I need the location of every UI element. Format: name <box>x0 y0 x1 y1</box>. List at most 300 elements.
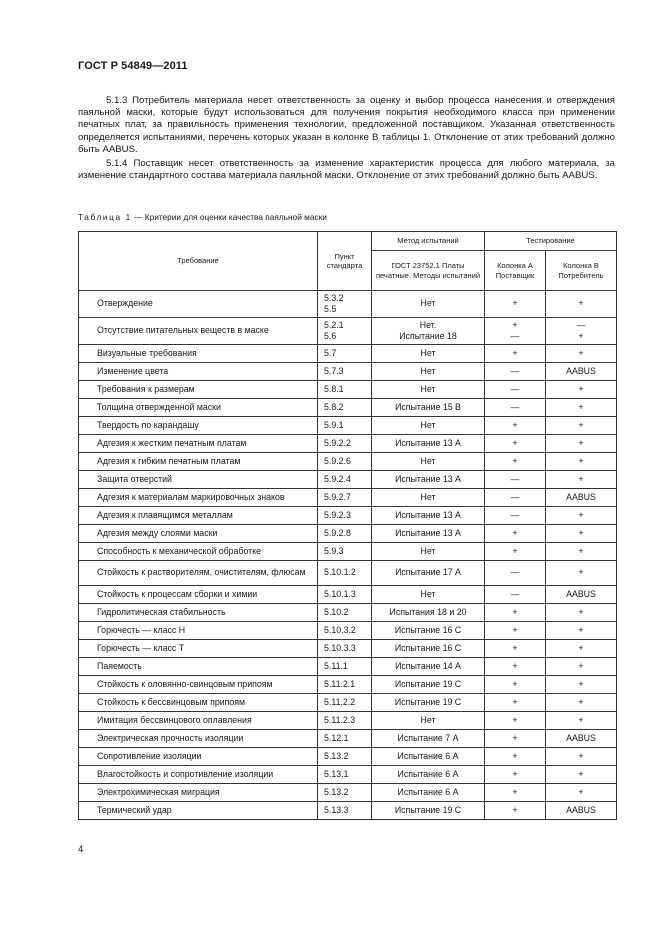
consumer-cell <box>546 471 617 489</box>
clause-line: 5.9.2.8 <box>324 527 351 538</box>
clause-line: 5.10.1.3 <box>324 588 356 599</box>
clause-line: 5.3.2 <box>324 293 344 303</box>
supplier-cell <box>485 471 546 489</box>
b-line: + <box>578 437 584 448</box>
table-row <box>79 417 617 435</box>
header-method: ГОСТ 23752.1 Платы печатные. Методы испытаний <box>372 251 485 291</box>
b-line: + <box>578 750 584 761</box>
header-testing-group: Тестирование <box>485 232 617 251</box>
clause-line: 5.6 <box>324 330 337 341</box>
clause-cell <box>318 694 372 712</box>
consumer-cell <box>546 507 617 525</box>
clause-cell <box>318 507 372 525</box>
method-cell <box>372 471 485 489</box>
table-row <box>79 658 617 676</box>
clause-line: 5.10.3.2 <box>324 624 356 635</box>
b-line: + <box>578 660 584 671</box>
method-cell <box>372 417 485 435</box>
consumer-cell <box>546 586 617 604</box>
b-line: + <box>578 678 584 689</box>
method-cell <box>372 622 485 640</box>
clause-line: 5.9.3 <box>324 545 344 556</box>
requirement-cell: Термический удар <box>79 802 318 820</box>
a-line: — <box>510 588 520 599</box>
table-row <box>79 712 617 730</box>
a-line: + <box>512 678 518 689</box>
method-cell <box>372 561 485 586</box>
a-line: + <box>512 419 518 430</box>
b-line: AABUS <box>566 804 596 815</box>
b-line: + <box>578 624 584 635</box>
method-cell <box>372 694 485 712</box>
b-line: + <box>578 567 584 578</box>
clause-cell <box>318 363 372 381</box>
method-cell <box>372 784 485 802</box>
clause-cell <box>318 730 372 748</box>
method-cell <box>372 507 485 525</box>
table-row <box>79 748 617 766</box>
b-line: + <box>578 786 584 797</box>
supplier-cell <box>485 453 546 471</box>
requirement-cell: Визуальные требования <box>79 345 318 363</box>
clause-cell <box>318 712 372 730</box>
header-requirement: Требование <box>79 232 318 291</box>
method-line: Нет <box>420 347 436 358</box>
clause-cell <box>318 489 372 507</box>
table-row <box>79 766 617 784</box>
b-line: + <box>578 606 584 617</box>
consumer-cell <box>546 381 617 399</box>
consumer-cell <box>546 318 617 345</box>
supplier-cell <box>485 640 546 658</box>
clause-line: 5.13.1 <box>324 768 349 779</box>
consumer-cell <box>546 784 617 802</box>
table-row <box>79 604 617 622</box>
method-cell <box>372 525 485 543</box>
requirement-cell: Сопротивление изоляции <box>79 748 318 766</box>
method-line: Нет <box>420 383 436 394</box>
method-cell <box>372 318 485 345</box>
a-line: — <box>510 473 520 484</box>
clause-line: 5.13.2 <box>324 786 349 797</box>
a-line: + <box>512 455 518 466</box>
a-line: + <box>512 768 518 779</box>
consumer-cell <box>546 363 617 381</box>
requirement-cell: Стойкость к оловянно-свинцовым припоям <box>79 676 318 694</box>
clause-cell <box>318 318 372 345</box>
method-line: Нет <box>420 298 436 309</box>
consumer-cell <box>546 435 617 453</box>
method-cell <box>372 766 485 784</box>
clause-cell <box>318 453 372 471</box>
consumer-cell <box>546 345 617 363</box>
requirement-cell: Горючесть — класс Н <box>79 622 318 640</box>
requirement-cell: Электрохимическая миграция <box>79 784 318 802</box>
method-line: Испытание 6 А <box>397 750 459 761</box>
supplier-cell <box>485 712 546 730</box>
table-row <box>79 381 617 399</box>
method-line: Испытание 6 А <box>397 768 459 779</box>
b-line: + <box>578 401 584 412</box>
clause-line: 5.9.2.3 <box>324 509 351 520</box>
requirement-cell: Стойкость к бессвинцовым припоям <box>79 694 318 712</box>
requirement-cell: Отверждение <box>79 291 318 318</box>
requirement-cell: Защита отверстий <box>79 471 318 489</box>
table-row <box>79 525 617 543</box>
a-line: + <box>512 624 518 635</box>
b-line: + <box>578 545 584 556</box>
a-line: + <box>512 545 518 556</box>
clause-line: 5.9.2.6 <box>324 455 351 466</box>
method-line: Испытание 17 А <box>395 567 461 578</box>
supplier-cell <box>485 417 546 435</box>
method-cell <box>372 676 485 694</box>
requirement-cell: Изменение цвета <box>79 363 318 381</box>
clause-line: 5.7.3 <box>324 365 344 376</box>
clause-line: 5.10.3.3 <box>324 642 356 653</box>
table-caption-label: Таблица 1 <box>78 212 132 222</box>
a-line: + <box>512 320 518 330</box>
clause-line: 5.9.2.4 <box>324 473 351 484</box>
method-cell <box>372 712 485 730</box>
method-line: Испытание 14 А <box>395 660 461 671</box>
table-row <box>79 586 617 604</box>
table-row <box>79 561 617 586</box>
table-row <box>79 784 617 802</box>
supplier-cell <box>485 435 546 453</box>
requirement-cell: Имитация бессвинцового оплавления <box>79 712 318 730</box>
a-line: — <box>510 401 520 412</box>
clause-line: 5.12.1 <box>324 732 349 743</box>
b-line: + <box>578 714 584 725</box>
table-row <box>79 345 617 363</box>
requirement-cell: Способность к механической обработке <box>79 543 318 561</box>
a-line: — <box>510 365 520 376</box>
method-line: Испытание 19 С <box>394 804 462 815</box>
table-row <box>79 471 617 489</box>
header-col-a: Колонка А Поставщик <box>485 251 546 291</box>
consumer-cell <box>546 291 617 318</box>
table-row <box>79 802 617 820</box>
requirement-cell: Стойкость к процессам сборки и химии <box>79 586 318 604</box>
method-cell <box>372 489 485 507</box>
supplier-cell <box>485 381 546 399</box>
a-line: + <box>512 642 518 653</box>
a-line: — <box>510 567 520 578</box>
b-line: + <box>578 768 584 779</box>
clause-line: 5.8.2 <box>324 401 344 412</box>
clause-cell <box>318 748 372 766</box>
clause-cell <box>318 543 372 561</box>
method-line: Испытание 13 А <box>395 437 461 448</box>
method-line: Нет <box>420 455 436 466</box>
requirement-cell: Влагостойкость и сопротивление изоляции <box>79 766 318 784</box>
method-line: Испытание 16 С <box>394 642 462 653</box>
clause-cell <box>318 802 372 820</box>
method-cell <box>372 640 485 658</box>
method-line: Испытание 6 А <box>397 786 459 797</box>
b-line: + <box>578 298 584 309</box>
clause-cell <box>318 640 372 658</box>
b-line: + <box>578 527 584 538</box>
a-line: — <box>510 383 520 394</box>
a-line: + <box>512 298 518 309</box>
method-line: Испытание 18 <box>399 330 457 341</box>
method-line: Нет <box>420 588 436 599</box>
clause-cell <box>318 561 372 586</box>
requirement-cell: Адгезия к гибким печатным платам <box>79 453 318 471</box>
b-line: AABUS <box>566 732 596 743</box>
supplier-cell <box>485 730 546 748</box>
requirement-cell: Адгезия к материалам маркировочных знаков <box>79 489 318 507</box>
consumer-cell <box>546 748 617 766</box>
clause-line: 5.9.2.2 <box>324 437 351 448</box>
clause-line: 5.10.1.2 <box>324 567 356 578</box>
supplier-cell <box>485 399 546 417</box>
method-cell <box>372 435 485 453</box>
table-caption <box>78 212 327 222</box>
table-row <box>79 507 617 525</box>
supplier-cell <box>485 525 546 543</box>
consumer-cell <box>546 766 617 784</box>
supplier-cell <box>485 345 546 363</box>
criteria-table <box>78 231 617 820</box>
table-row <box>79 640 617 658</box>
b-line: + <box>578 642 584 653</box>
method-cell <box>372 363 485 381</box>
supplier-cell <box>485 658 546 676</box>
consumer-cell <box>546 622 617 640</box>
a-line: + <box>512 606 518 617</box>
clause-cell <box>318 435 372 453</box>
consumer-cell <box>546 489 617 507</box>
consumer-cell <box>546 525 617 543</box>
supplier-cell <box>485 586 546 604</box>
requirement-cell: Отсутствие питательных веществ в маске <box>79 318 318 345</box>
method-line: Нет <box>420 365 436 376</box>
consumer-cell <box>546 712 617 730</box>
paragraph-5-1-3: 5.1.3 Потребитель материала несет ответственность за оценку и выбор процесса нанесения и отверждения паяльной маски, которые будут использоваться для получения покрытия необходимого класса при применении печатных плат, за правильность применения технологии, предложенной поставщиком. Указанная ответственность определяется испытаниями, перечень которых указан в колонке В таблицы 1. Отклонение от этих требований должно быть AABUS. <box>78 95 615 155</box>
consumer-cell <box>546 640 617 658</box>
clause-cell <box>318 622 372 640</box>
clause-cell <box>318 291 372 318</box>
supplier-cell <box>485 543 546 561</box>
method-line: Испытание 13 А <box>395 527 461 538</box>
clause-cell <box>318 525 372 543</box>
clause-cell <box>318 586 372 604</box>
table-row <box>79 291 617 318</box>
consumer-cell <box>546 802 617 820</box>
method-line: Нет <box>420 545 436 556</box>
clause-cell <box>318 676 372 694</box>
table-row <box>79 318 617 345</box>
paragraph-5-1-4: 5.1.4 Поставщик несет ответственность за изменение характеристик процесса для любого материала, за изменение стандартного состава материала паяльной маски. Отклонение от этих требований должно быть AABUS. <box>78 158 615 182</box>
method-line: Испытание 13 А <box>395 473 461 484</box>
clause-cell <box>318 417 372 435</box>
clause-line: 5.10.2 <box>324 606 349 617</box>
a-line: + <box>512 732 518 743</box>
consumer-cell <box>546 561 617 586</box>
method-line: Испытание 13 А <box>395 509 461 520</box>
clause-line: 5.5 <box>324 303 337 314</box>
supplier-cell <box>485 363 546 381</box>
b-line: AABUS <box>566 365 596 376</box>
b-line: + <box>578 696 584 707</box>
method-line: Нет <box>420 491 436 502</box>
header-clause: Пункт стандарта <box>318 232 372 291</box>
supplier-cell <box>485 676 546 694</box>
method-line: Нет. <box>419 320 437 330</box>
clause-line: 5.9.2.7 <box>324 491 351 502</box>
table-row <box>79 694 617 712</box>
clause-line: 5.11.2.2 <box>324 696 356 707</box>
a-line: — <box>510 330 520 341</box>
table-row <box>79 676 617 694</box>
b-line: + <box>578 347 584 358</box>
a-line: + <box>512 527 518 538</box>
a-line: — <box>510 509 520 520</box>
supplier-cell <box>485 784 546 802</box>
b-line: + <box>578 383 584 394</box>
supplier-cell <box>485 561 546 586</box>
supplier-cell <box>485 291 546 318</box>
clause-line: 5.11.2.3 <box>324 714 356 725</box>
clause-line: 5.13.3 <box>324 804 349 815</box>
table-row <box>79 489 617 507</box>
table-row <box>79 730 617 748</box>
consumer-cell <box>546 658 617 676</box>
method-cell <box>372 453 485 471</box>
clause-line: 5.13.2 <box>324 750 349 761</box>
consumer-cell <box>546 604 617 622</box>
clause-cell <box>318 658 372 676</box>
requirement-cell: Адгезия к плавящимся металлам <box>79 507 318 525</box>
a-line: + <box>512 437 518 448</box>
a-line: — <box>510 491 520 502</box>
consumer-cell <box>546 676 617 694</box>
table-row <box>79 453 617 471</box>
supplier-cell <box>485 507 546 525</box>
clause-cell <box>318 381 372 399</box>
supplier-cell <box>485 802 546 820</box>
method-cell <box>372 543 485 561</box>
method-cell <box>372 658 485 676</box>
consumer-cell <box>546 543 617 561</box>
method-cell <box>372 345 485 363</box>
consumer-cell <box>546 453 617 471</box>
b-line: + <box>578 330 584 341</box>
b-line: + <box>578 419 584 430</box>
requirement-cell: Стойкость к растворителям, очистителям, флюсам <box>79 561 318 586</box>
a-line: + <box>512 750 518 761</box>
method-line: Испытание 7 А <box>397 732 459 743</box>
table-row <box>79 435 617 453</box>
header-col-b: Колонка В Потребитель <box>546 251 617 291</box>
method-cell <box>372 604 485 622</box>
requirement-cell: Адгезия к жестким печатным платам <box>79 435 318 453</box>
method-cell <box>372 586 485 604</box>
b-line: AABUS <box>566 588 596 599</box>
b-line: + <box>578 455 584 466</box>
method-cell <box>372 291 485 318</box>
method-cell <box>372 399 485 417</box>
requirement-cell: Адгезия между слоями маски <box>79 525 318 543</box>
document-header: ГОСТ Р 54849—2011 <box>78 60 188 72</box>
consumer-cell <box>546 694 617 712</box>
requirement-cell: Паяемость <box>79 658 318 676</box>
requirement-cell: Электрическая прочность изоляции <box>79 730 318 748</box>
table-caption-text: — Критерии для оценки качества паяльной маски <box>131 212 327 222</box>
clause-cell <box>318 471 372 489</box>
method-line: Испытание 16 С <box>394 624 462 635</box>
b-line: + <box>578 473 584 484</box>
clause-cell <box>318 784 372 802</box>
supplier-cell <box>485 489 546 507</box>
clause-cell <box>318 345 372 363</box>
clause-line: 5.7 <box>324 347 337 358</box>
header-method-group: Метод испытаний <box>372 232 485 251</box>
clause-cell <box>318 604 372 622</box>
b-line: AABUS <box>566 491 596 502</box>
a-line: + <box>512 660 518 671</box>
method-line: Нет <box>420 714 436 725</box>
clause-cell <box>318 766 372 784</box>
table-row <box>79 543 617 561</box>
supplier-cell <box>485 766 546 784</box>
a-line: + <box>512 786 518 797</box>
table-row <box>79 399 617 417</box>
consumer-cell <box>546 417 617 435</box>
b-line: + <box>578 509 584 520</box>
requirement-cell: Горючесть — класс Т <box>79 640 318 658</box>
a-line: + <box>512 714 518 725</box>
method-cell <box>372 802 485 820</box>
clause-cell <box>318 399 372 417</box>
clause-line: 5.11.1 <box>324 660 348 671</box>
method-line: Испытание 15 В <box>395 401 461 412</box>
clause-line: 5.11.2.1 <box>324 678 356 689</box>
supplier-cell <box>485 694 546 712</box>
method-line: Испытания 18 и 20 <box>389 606 467 617</box>
clause-line: 5.8.1 <box>324 383 344 394</box>
method-cell <box>372 730 485 748</box>
supplier-cell <box>485 622 546 640</box>
table-row <box>79 363 617 381</box>
a-line: + <box>512 696 518 707</box>
supplier-cell <box>485 318 546 345</box>
a-line: + <box>512 347 518 358</box>
b-line: — <box>576 320 586 330</box>
table-row <box>79 622 617 640</box>
consumer-cell <box>546 399 617 417</box>
requirement-cell: Твердость по карандашу <box>79 417 318 435</box>
a-line: + <box>512 804 518 815</box>
method-line: Испытание 19 С <box>394 696 462 707</box>
supplier-cell <box>485 748 546 766</box>
clause-line: 5.9.1 <box>324 419 344 430</box>
requirement-cell: Гидролитическая стабильность <box>79 604 318 622</box>
method-line: Испытание 19 С <box>394 678 462 689</box>
page-number: 4 <box>78 844 84 855</box>
method-cell <box>372 381 485 399</box>
supplier-cell <box>485 604 546 622</box>
requirement-cell: Толщина отвержденной маски <box>79 399 318 417</box>
method-line: Нет <box>420 419 436 430</box>
requirement-cell: Требования к размерам <box>79 381 318 399</box>
clause-line: 5.2.1 <box>324 320 344 330</box>
method-cell <box>372 748 485 766</box>
consumer-cell <box>546 730 617 748</box>
